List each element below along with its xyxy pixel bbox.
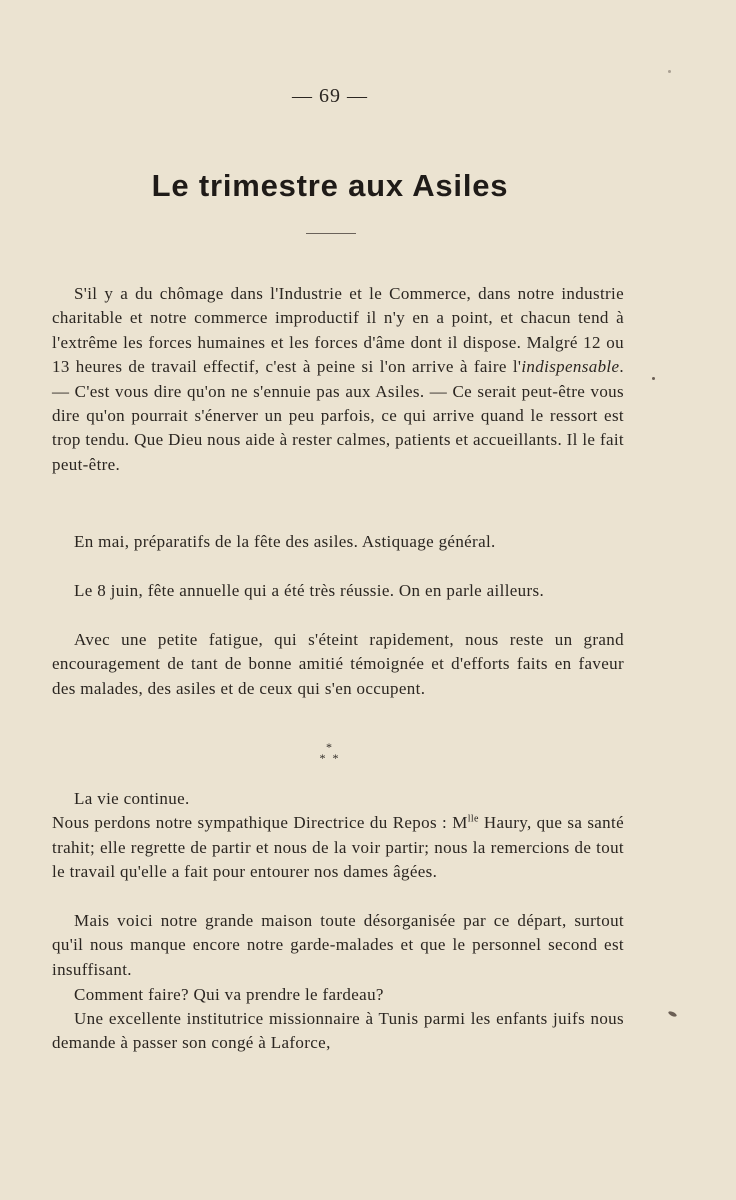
page-number: — 69 — [292,85,368,107]
paragraph-intro-text-b: . — C'est vous dire qu'on ne s'ennuie pas aux Asiles. — Ce serait peut-être vous dire qu'on pourrait s'énerver un peu parfois, ce qui arrive quand le ressort est trop tendu. Que Dieu nous aide à rester calmes, patients et accueillants. Il le fait peut-être. [52,357,624,474]
paragraph-may: En mai, préparatifs de la fête des asiles. Astiquage général. [74,532,496,551]
paragraph-question: Comment faire? Qui va prendre le fardeau? [74,985,384,1004]
paragraph-life-continues-line: La vie continue. [74,789,190,808]
title-divider [306,233,356,234]
paragraph-life-continues [52,787,624,885]
paragraph-director-text-a: Nous perdons notre sympathique Directrice du Repos : M [52,813,468,833]
asterism-bottom: * * [319,751,341,765]
paragraph-intro-text-a: S'il y a du chômage dans l'Industrie et le Commerce, dans notre industrie charitable et notre commerce improductif il n'y en a point, et chacun tend à l'extrême les forces humaines et les forces d'âme dont il dispose. Malgré 12 ou 13 heures de travail effectif, c'est à peine si l'on arrive à faire l' [52,284,624,377]
chapter-title: Le trimestre aux Asiles [151,168,509,203]
paper-speck [668,70,671,73]
paper-speck [652,377,655,380]
section-asterism [300,742,360,764]
emphasis-indispensable: indispensable [521,357,620,377]
asterism-top: * [326,740,334,754]
paper-speck [668,1010,678,1017]
paragraph-fatigue: Avec une petite fatigue, qui s'éteint rapidement, nous reste un grand encouragement de tant de bonne amitié témoignée et d'efforts faits en faveur des malades, des asiles et de ceux qui s'en occupent. [52,630,624,698]
paragraph-director-text-b: Haury, que sa santé trahit; elle regrette de partir et nous de la voir partir; nous la remercions de tout le travail qu'elle a fait pour entourer nos dames âgées. [52,813,625,882]
paragraph-teacher: Une excellente institutrice missionnaire à Tunis parmi les enfants juifs nous demande à passer son congé à Laforce, [52,1009,624,1053]
paragraph-intro [52,282,624,477]
paragraph-june: Le 8 juin, fête annuelle qui a été très réussie. On en parle ailleurs. [74,581,545,600]
paragraph-disorganized: Mais voici notre grande maison toute désorganisée par ce départ, surtout qu'il nous manque encore notre garde-malades et que le personnel second est insuffisant. [52,911,624,979]
superscript-mlle: lle [467,813,479,825]
